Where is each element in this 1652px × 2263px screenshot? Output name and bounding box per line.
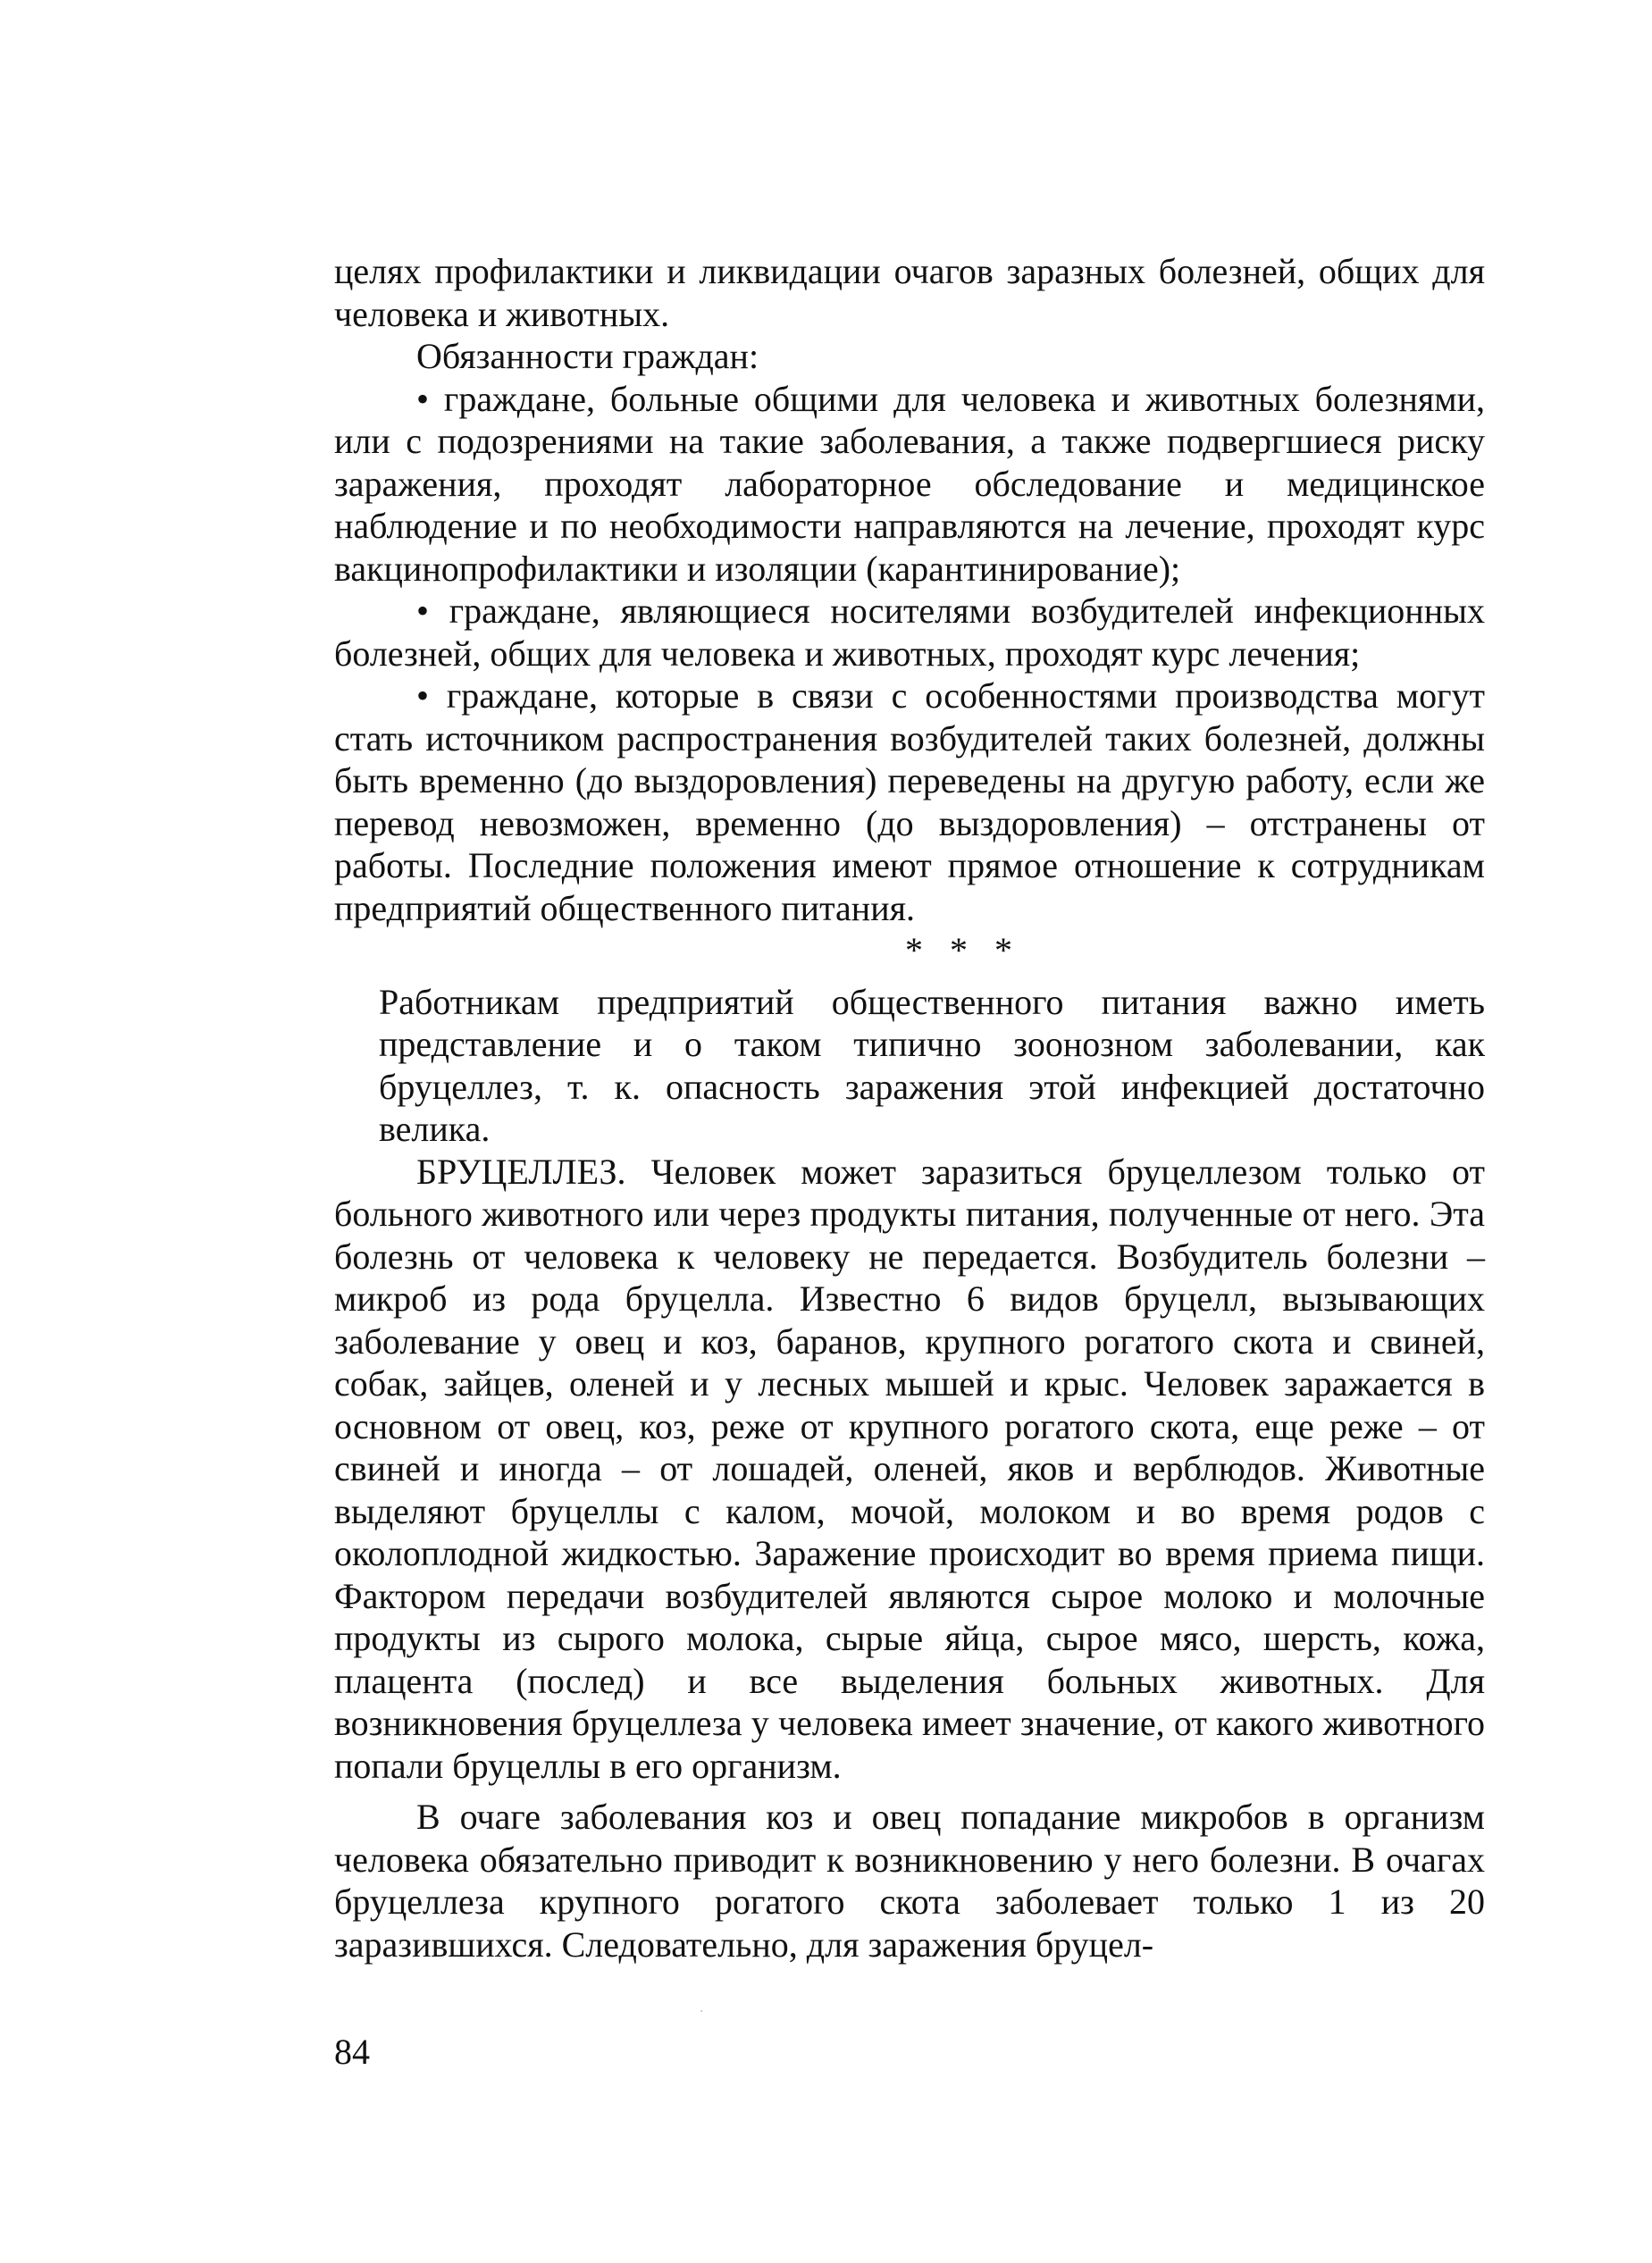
bullet-paragraph-workers: • граждане, которые в связи с особенностями производства могут стать источником распространения возбудителей таких болезней, должны быть временно (до выздоровления) переведены на другую работу, если же перевод невозможен, временно (до выздоровления) – отстранены от работы. Последние положения имеют прямое отношение к сотрудникам предприятий общественного питания.	[334, 675, 1485, 928]
paragraph-citizens-duties-heading: Обязанности граждан:	[416, 336, 759, 376]
paragraph-continuation: целях профилактики и ликвидации очагов заразных болезней, общих для человека и животных.	[334, 251, 1485, 334]
page-number: 84	[334, 2032, 370, 2072]
section-separator: * * *	[905, 930, 1021, 970]
lead-paragraph: Работникам предприятий общественного питания важно иметь представление и о таком типично зоонозном заболевании, как бруцеллез, т. к. опасность заражения этой инфекцией достаточно велика.	[379, 981, 1485, 1149]
body-text	[334, 250, 1485, 1965]
paragraph-brucellosis: БРУЦЕЛЛЕЗ. Человек может заразиться бруцеллезом только от больного животного или через продукты питания, полученные от него. Эта болезнь от человека к человеку не передается. Возбудитель болезни – микроб из рода бруцелла. Известно 6 видов бруцелл, вызывающих заболевание у овец и коз, баранов, крупного рогатого скота и свиней, собак, зайцев, оленей и у лесных мышей и крыс. Человек заражается в основном от овец, коз, реже от крупного рогатого скота, еще реже – от свиней и иногда – от лошадей, оленей, яков и верблюдов. Животные выделяют бруцеллы с калом, мочой, молоком и во время родов с околоплодной жидкостью. Заражение происходит во время приема пищи. Фактором передачи возбудителей являются сырое молоко и молочные продукты из сырого молока, сырые яйца, сырое мясо, шерсть, кожа, плацента (послед) и все выделения больных животных. Для возникновения бруцеллеза у человека имеет значение, от какого животного попали бруцеллы в его организм.	[334, 1151, 1485, 1786]
paragraph-infection-focus: В очаге заболевания коз и овец попадание микробов в организм человека обязательно приводит к возникновению у него болезни. В очагах бруцеллеза крупного рогатого скота заболевает только 1 из 20 заразившихся. Следовательно, для заражения бруцел-	[334, 1797, 1485, 1965]
bullet-paragraph-carriers: • граждане, являющиеся носителями возбудителей инфекционных болезней, общих для человека и животных, проходят курс лечения;	[334, 591, 1485, 674]
bullet-paragraph-sick-citizens: • граждане, больные общими для человека и животных болезнями, или с подозрениями на такие заболевания, а также подвергшиеся риску заражения, проходят лабораторное обследование и медицинское наблюдение и по необходимости направляются на лечение, проходят курс вакцинопрофилактики и изоляции (карантинирование);	[334, 378, 1485, 589]
scan-artifact-dot	[700, 2010, 702, 2012]
